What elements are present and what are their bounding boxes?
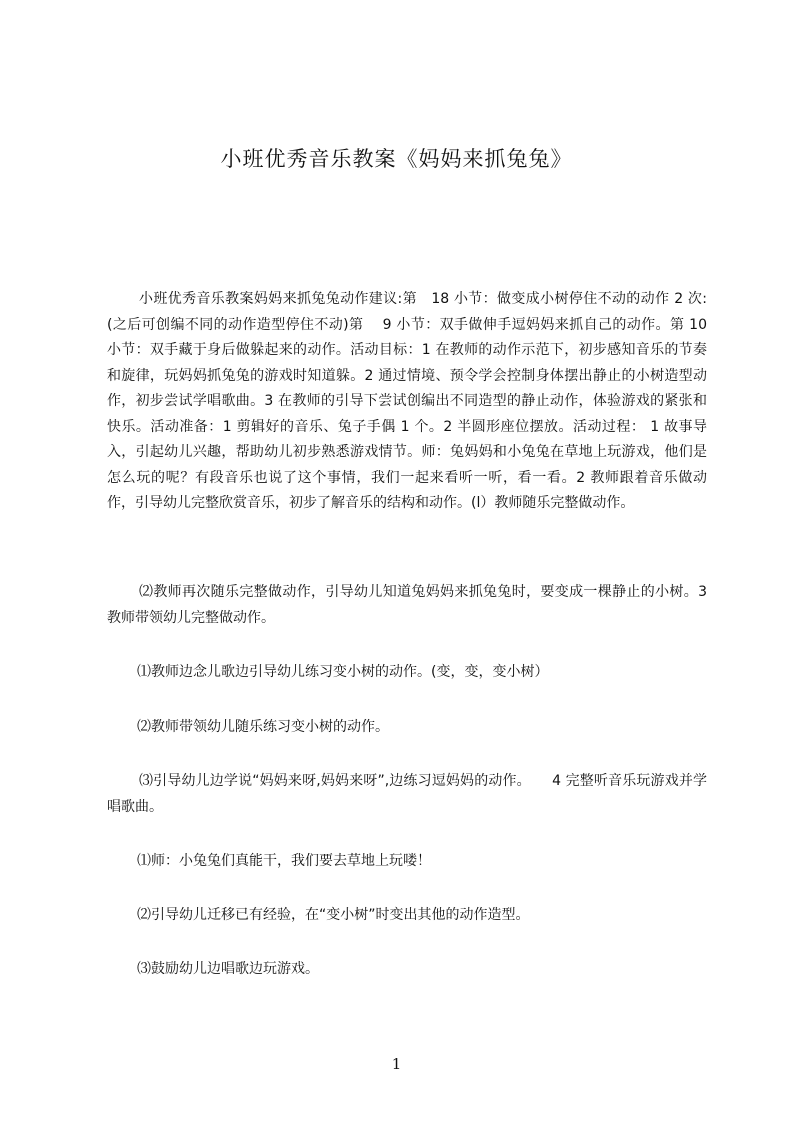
paragraph-step-4-2: ⑵引导幼儿迁移已有经验，在“变小树”时变出其他的动作造型。	[137, 907, 530, 923]
paragraph-step-3-2: ⑵教师带领幼儿随乐练习变小树的动作。	[137, 719, 389, 735]
page-title: 小班优秀音乐教案《妈妈来抓兔兔》	[220, 147, 573, 171]
page-number: 1	[391, 1055, 402, 1073]
paragraph-step-2: ⑵教师再次随乐完整做动作，引导幼儿知道兔妈妈来抓兔兔时，要变成一棵静止的小树。3 教师带领幼儿完整做动作。	[107, 584, 707, 626]
paragraph-step-4-3: ⑶鼓励幼儿边唱歌边玩游戏。	[137, 961, 319, 977]
paragraph-step-3-3: ⑶引导幼儿边学说“妈妈来呀,妈妈来呀”,边练习逗妈妈的动作。 4 完整听音乐玩游戏并学唱歌曲。	[107, 773, 707, 815]
paragraph-intro: 小班优秀音乐教案妈妈来抓兔兔动作建议:第 18 小节：做变成小树停住不动的动作 2 次:(之后可创编不同的动作造型停住不动)第 9 小节：双手做伸手逗妈妈来抓自己的动作。第 10 小节：双手藏于身后做躲起来的动作。活动目标：1 在教师的动作示范下，初步感知音乐的节奏和旋律，玩妈妈抓兔兔的游戏时知道躲。2 通过情境、预令学会控制身体摆出静止的小树造型动作，初步尝试学唱歌曲。3 在教师的引导下尝试创编出不同造型的静止动作，体验游戏的紧张和快乐。活动准备：1 剪辑好的音乐、兔子手偶 1 个。2 半圆形座位摆放。活动过程： 1 故事导入，引起幼儿兴趣，帮助幼儿初步熟悉游戏情节。师：兔妈妈和小兔兔在草地上玩游戏，他们是怎么玩的呢？有段音乐也说了这个事情，我们一起来看听一听，看一看。2 教师跟着音乐做动作，引导幼儿完整欣赏音乐，初步了解音乐的结构和动作。(l）教师随乐完整做动作。	[107, 291, 707, 511]
paragraph-step-4-1: ⑴师：小兔兔们真能干，我们要去草地上玩喽！	[137, 853, 431, 869]
paragraph-step-3-1: ⑴教师边念儿歌边引导幼儿练习变小树的动作。(变，变，变小树）	[137, 664, 549, 680]
